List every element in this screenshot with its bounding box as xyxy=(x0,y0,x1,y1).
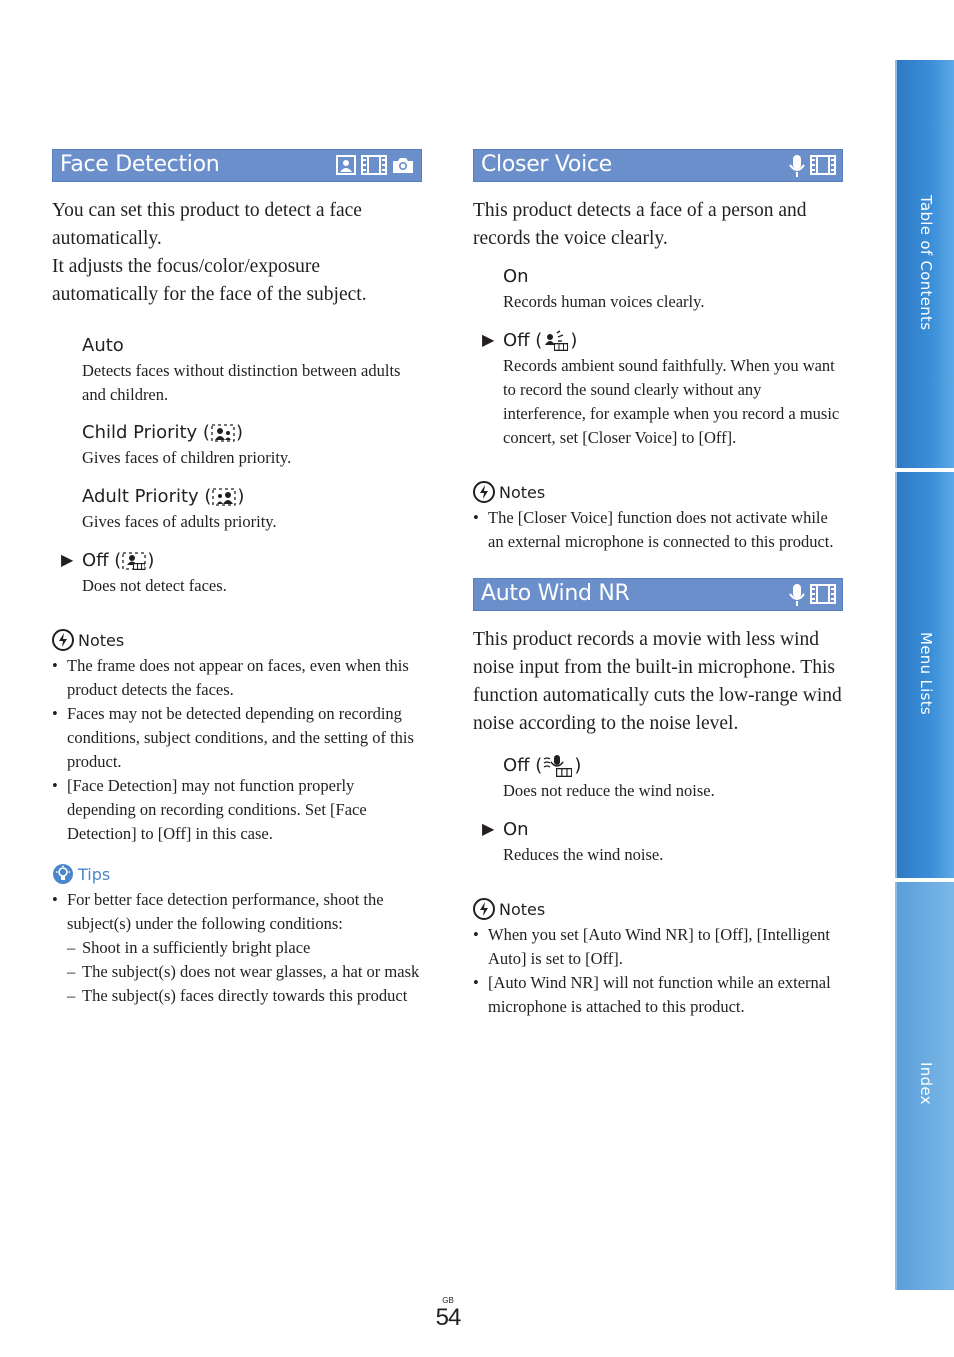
notes-icon xyxy=(473,898,495,920)
tip-sub-list xyxy=(67,936,422,1008)
notes-heading xyxy=(473,898,843,920)
child-priority-icon xyxy=(211,423,235,443)
option-desc: Detects faces without distinction between adults and children. xyxy=(82,361,401,404)
notes-heading xyxy=(473,481,843,503)
mode-icons xyxy=(335,154,415,176)
tip-sub-item: – Shoot in a sufficiently bright place xyxy=(67,936,422,960)
option-on xyxy=(482,817,843,867)
microphone-icon xyxy=(788,154,806,178)
notes-list xyxy=(473,923,843,1019)
option-label-close: ) xyxy=(237,486,245,507)
option-label: Off ( xyxy=(503,755,543,776)
tab-menu-lists[interactable] xyxy=(895,472,954,878)
option-desc: Records ambient sound faithfully. When you want to record the sound clearly without any interference, for example when you record a music concert, set [Closer Voice] to [Off]. xyxy=(503,356,840,447)
movie-icon xyxy=(361,154,387,176)
option-label-close: ) xyxy=(570,330,578,351)
tab-index[interactable] xyxy=(895,882,954,1290)
tips-label: Tips xyxy=(78,864,111,884)
default-setting-marker: ▶ xyxy=(61,550,74,569)
region-code: GB xyxy=(442,1296,454,1305)
option-desc: Does not reduce the wind noise. xyxy=(503,781,715,800)
option-label: On xyxy=(503,819,529,840)
option-adult-priority xyxy=(82,484,422,534)
note-item: • The [Closer Voice] function does not activate while an external microphone is connected to this product. xyxy=(473,506,843,554)
face-detection-section xyxy=(52,149,422,1008)
tip-sub-item: – The subject(s) faces directly towards this product xyxy=(67,984,422,1008)
tip-main: For better face detection performance, shoot the subject(s) under the following conditions: xyxy=(67,890,384,933)
option-label: Adult Priority ( xyxy=(82,486,212,507)
note-item: • Faces may not be detected depending on recording conditions, subject conditions, and the setting of this product. xyxy=(52,702,422,774)
mode-icons xyxy=(788,154,836,178)
option-label: Off ( xyxy=(82,550,122,571)
face-detection-intro xyxy=(52,197,422,309)
note-item: • [Face Detection] may not function properly depending on recording conditions. Set [Face Detection] to [Off] in this case. xyxy=(52,774,422,846)
option-label-row xyxy=(503,753,843,779)
option-label: Auto xyxy=(82,335,124,356)
tips-heading xyxy=(52,863,422,885)
option-label-row xyxy=(82,420,422,446)
option-desc: Gives faces of adults priority. xyxy=(82,512,277,531)
option-label-row xyxy=(503,328,843,354)
notes-icon xyxy=(473,481,495,503)
option-label: On xyxy=(503,266,529,287)
option-label: Child Priority ( xyxy=(82,422,210,443)
section-header-closer-voice xyxy=(473,149,843,182)
note-item: • When you set [Auto Wind NR] to [Off], [Intelligent Auto] is set to [Off]. xyxy=(473,923,843,971)
tab-table-of-contents[interactable] xyxy=(895,60,954,468)
tab-label: Menu Lists xyxy=(917,632,935,715)
option-off xyxy=(503,753,843,803)
notes-heading xyxy=(52,629,422,651)
auto-wind-nr-intro xyxy=(473,626,843,738)
tips-block xyxy=(52,863,422,1008)
face-detection-off-icon xyxy=(122,551,146,571)
default-setting-marker: ▶ xyxy=(482,330,495,349)
notes-icon xyxy=(52,629,74,651)
closer-voice-off-icon xyxy=(543,330,569,352)
option-label-row xyxy=(82,548,422,574)
option-child-priority xyxy=(82,420,422,470)
note-item: • The frame does not appear on faces, even when this product detects the faces. xyxy=(52,654,422,702)
notes-label: Notes xyxy=(78,630,125,650)
default-setting-marker: ▶ xyxy=(482,819,495,838)
adult-priority-icon xyxy=(212,487,236,507)
tab-label: Index xyxy=(917,1062,935,1105)
option-label-close: ) xyxy=(574,755,582,776)
section-header-auto-wind-nr xyxy=(473,578,843,611)
closer-voice-intro xyxy=(473,197,843,253)
movie-icon xyxy=(810,154,836,176)
notes-label: Notes xyxy=(499,482,546,502)
option-on xyxy=(503,264,843,314)
section-header-face-detection xyxy=(52,149,422,182)
auto-wind-nr-section xyxy=(473,578,843,1019)
tip-item xyxy=(52,888,422,1008)
closer-voice-section xyxy=(473,149,843,554)
section-title: Auto Wind NR xyxy=(481,581,630,606)
notes-list xyxy=(473,506,843,554)
section-title: Face Detection xyxy=(60,152,220,177)
page-number-value: 54 xyxy=(435,1304,461,1331)
option-desc: Records human voices clearly. xyxy=(503,292,705,311)
option-label-row xyxy=(82,484,422,510)
intro-text: This product detects a face of a person and records the voice clearly. xyxy=(473,200,807,249)
tab-label: Table of Contents xyxy=(917,195,935,331)
wind-nr-off-icon xyxy=(543,754,573,778)
option-desc: Does not detect faces. xyxy=(82,576,227,595)
page-number xyxy=(435,1296,461,1330)
option-label-close: ) xyxy=(235,422,243,443)
option-off xyxy=(61,548,422,598)
note-item: • [Auto Wind NR] will not function while an external microphone is attached to this product. xyxy=(473,971,843,1019)
microphone-icon xyxy=(788,583,806,607)
intelligent-auto-icon xyxy=(335,154,357,176)
intro-line: It adjusts the focus/color/exposure automatically for the face of the subject. xyxy=(52,256,367,305)
option-desc: Gives faces of children priority. xyxy=(82,448,292,467)
notes-list xyxy=(52,654,422,846)
tips-icon xyxy=(52,863,74,885)
right-column xyxy=(473,149,843,1019)
mode-icons xyxy=(788,583,836,607)
notes-label: Notes xyxy=(499,899,546,919)
camera-icon xyxy=(391,154,415,176)
movie-icon xyxy=(810,583,836,605)
option-desc: Reduces the wind noise. xyxy=(503,845,664,864)
intro-line: You can set this product to detect a face automatically. xyxy=(52,200,362,249)
option-auto xyxy=(82,333,422,407)
intro-text: This product records a movie with less wind noise input from the built-in microphone. This function automatically cuts the low-range wind noise according to the noise level. xyxy=(473,629,842,734)
option-label-close: ) xyxy=(147,550,155,571)
option-label: Off ( xyxy=(503,330,543,351)
notes-block xyxy=(52,629,422,846)
tip-sub-item: – The subject(s) does not wear glasses, a hat or mask xyxy=(67,960,422,984)
section-title: Closer Voice xyxy=(481,152,612,177)
notes-block xyxy=(473,481,843,554)
tips-list xyxy=(52,888,422,1008)
notes-block xyxy=(473,898,843,1019)
option-off xyxy=(482,328,843,450)
